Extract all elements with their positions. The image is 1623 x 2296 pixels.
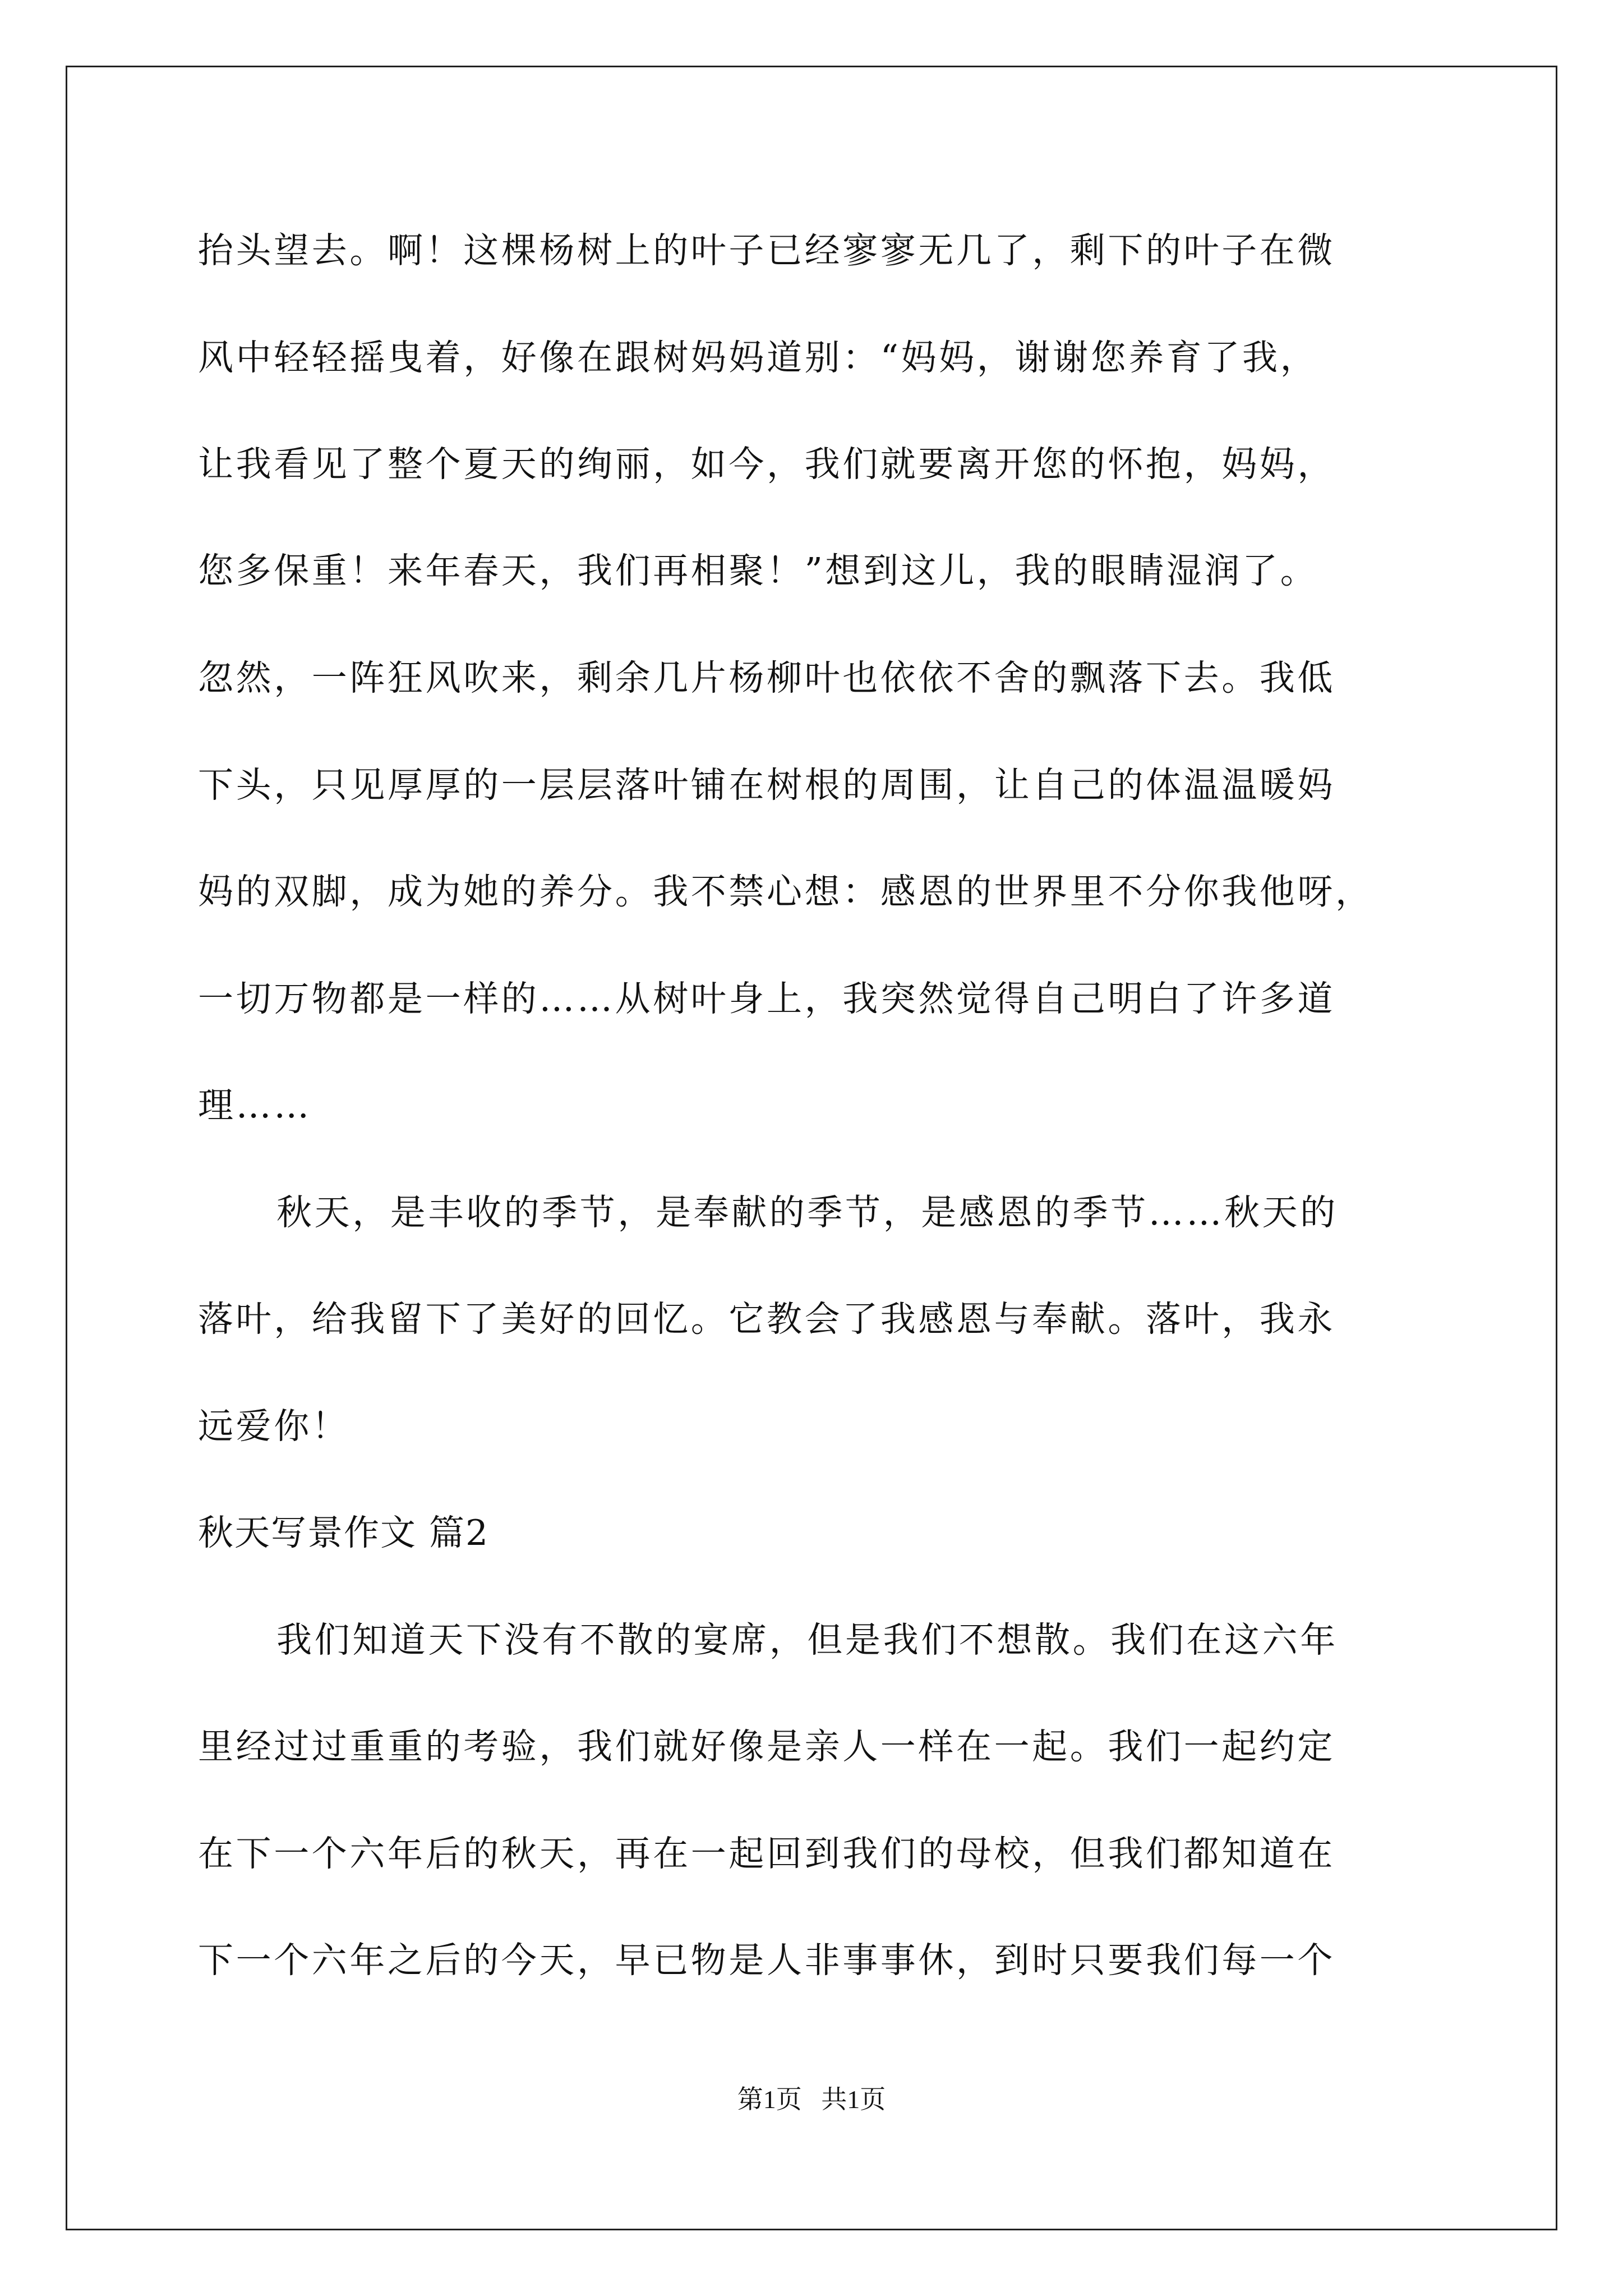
paragraph-line: 让我看见了整个夏天的绚丽，如今，我们就要离开您的怀抱，妈妈， xyxy=(198,444,1335,485)
page-border xyxy=(66,66,1557,2230)
paragraph-line: 一切万物都是一样的……从树叶身上，我突然觉得自己明白了许多道 xyxy=(198,978,1335,1019)
page-number-footer: 第1页 共1页 xyxy=(737,2085,886,2114)
paragraph-line: 忽然，一阵狂风吹来，剩余几片杨柳叶也依依不舍的飘落下去。我低 xyxy=(198,657,1335,698)
paragraph-line: 远爱你！ xyxy=(198,1406,350,1447)
paragraph-line: 理…… xyxy=(198,1085,312,1126)
section-heading: 秋天写景作文 篇2 xyxy=(198,1512,490,1553)
paragraph-line: 抬头望去。啊！这棵杨树上的叶子已经寥寥无几了，剩下的叶子在微 xyxy=(198,230,1335,271)
paragraph-line: 您多保重！来年春天，我们再相聚！”想到这儿，我的眼睛湿润了。 xyxy=(198,550,1318,591)
paragraph-line: 妈的双脚，成为她的养分。我不禁心想：感恩的世界里不分你我他呀， xyxy=(198,871,1373,912)
paragraph-line: 落叶，给我留下了美好的回忆。它教会了我感恩与奉献。落叶，我永 xyxy=(198,1299,1335,1340)
paragraph-line: 下一个六年之后的今天，早已物是人非事事休，到时只要我们每一个 xyxy=(198,1940,1335,1981)
paragraph-line: 里经过过重重的考验，我们就好像是亲人一样在一起。我们一起约定 xyxy=(198,1726,1335,1767)
paragraph-line: 在下一个六年后的秋天，再在一起回到我们的母校，但我们都知道在 xyxy=(198,1833,1335,1874)
paragraph-line: 我们知道天下没有不散的宴席，但是我们不想散。我们在这六年 xyxy=(276,1619,1338,1660)
paragraph-line: 下头，只见厚厚的一层层落叶铺在树根的周围，让自己的体温温暖妈 xyxy=(198,765,1335,806)
paragraph-line: 秋天，是丰收的季节，是奉献的季节，是感恩的季节……秋天的 xyxy=(276,1192,1338,1233)
paragraph-line: 风中轻轻摇曳着，好像在跟树妈妈道别：“妈妈，谢谢您养育了我， xyxy=(198,337,1318,378)
